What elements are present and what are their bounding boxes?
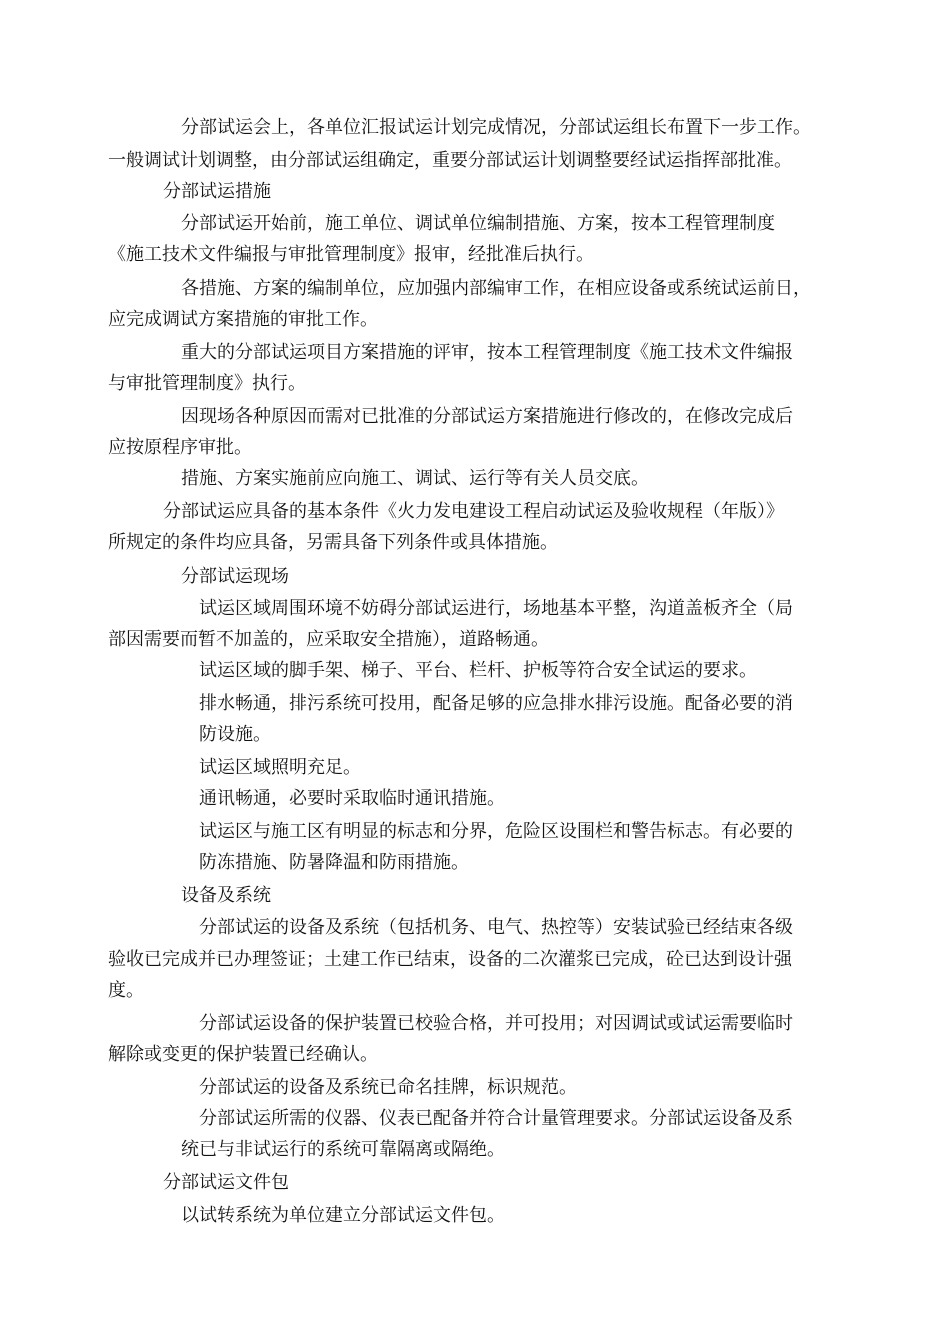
- text-line: 分部试运设备的保护装置已校验合格，并可投用；对因调试或试运需要临时: [199, 1013, 793, 1034]
- text-line: 措施、方案实施前应向施工、调试、运行等有关人员交底。: [181, 468, 649, 489]
- text-line: 解除或变更的保护装置已经确认。: [108, 1044, 378, 1065]
- text-line: 分部试运应具备的基本条件《火力发电建设工程启动试运及验收规程（年版）》: [163, 501, 784, 522]
- text-line: 以试转系统为单位建立分部试运文件包。: [181, 1205, 505, 1226]
- text-line: 排水畅通，排污系统可投用，配备足够的应急排水排污设施。配备必要的消: [199, 693, 793, 714]
- text-line: 因现场各种原因而需对已批准的分部试运方案措施进行修改的，在修改完成后: [181, 406, 793, 427]
- section-heading: 分部试运现场: [181, 566, 289, 587]
- section-heading: 分部试运措施: [163, 181, 271, 202]
- section-heading: 分部试运文件包: [163, 1172, 289, 1193]
- text-line: 通讯畅通，必要时采取临时通讯措施。: [199, 788, 505, 809]
- text-line: 部因需要而暂不加盖的，应采取安全措施），道路畅通。: [108, 629, 549, 650]
- text-line: 应按原程序审批。: [108, 437, 252, 458]
- text-line: 分部试运会上，各单位汇报试运计划完成情况，分部试运组长布置下一步工作。: [181, 117, 811, 138]
- text-line: 统已与非试运行的系统可靠隔离或隔绝。: [181, 1139, 505, 1160]
- text-line: 重大的分部试运项目方案措施的评审，按本工程管理制度《施工技术文件编报: [181, 342, 793, 363]
- text-line: 防冻措施、防暑降温和防雨措施。: [199, 852, 469, 873]
- text-line: 分部试运开始前，施工单位、调试单位编制措施、方案，按本工程管理制度: [181, 213, 775, 234]
- text-line: 应完成调试方案措施的审批工作。: [108, 309, 378, 330]
- section-heading: 设备及系统: [181, 885, 271, 906]
- text-line: 试运区域照明充足。: [199, 757, 361, 778]
- text-line: 试运区域周围环境不妨碍分部试运进行，场地基本平整，沟道盖板齐全（局: [199, 598, 793, 619]
- text-line: 所规定的条件均应具备，另需具备下列条件或具体措施。: [108, 532, 558, 553]
- text-line: 分部试运的设备及系统已命名挂牌，标识规范。: [199, 1077, 577, 1098]
- text-line: 与审批管理制度》执行。: [108, 373, 306, 394]
- text-line: 一般调试计划调整，由分部试运组确定，重要分部试运计划调整要经试运指挥部批准。: [108, 150, 792, 171]
- text-line: 分部试运所需的仪器、仪表已配备并符合计量管理要求。分部试运设备及系: [199, 1108, 793, 1129]
- text-line: 各措施、方案的编制单位，应加强内部编审工作，在相应设备或系统试运前日，: [181, 278, 811, 299]
- text-line: 分部试运的设备及系统（包括机务、电气、热控等）安装试验已经结束各级: [199, 917, 793, 938]
- text-line: 试运区与施工区有明显的标志和分界，危险区设围栏和警告标志。有必要的: [199, 821, 793, 842]
- text-line: 《施工技术文件编报与审批管理制度》报审，经批准后执行。: [108, 244, 594, 265]
- text-line: 试运区域的脚手架、梯子、平台、栏杆、护板等符合安全试运的要求。: [199, 660, 757, 681]
- text-line: 验收已完成并已办理签证；土建工作已结束，设备的二次灌浆已完成，砼已达到设计强: [108, 949, 792, 970]
- text-line: 防设施。: [199, 724, 271, 745]
- text-line: 度。: [108, 980, 144, 1001]
